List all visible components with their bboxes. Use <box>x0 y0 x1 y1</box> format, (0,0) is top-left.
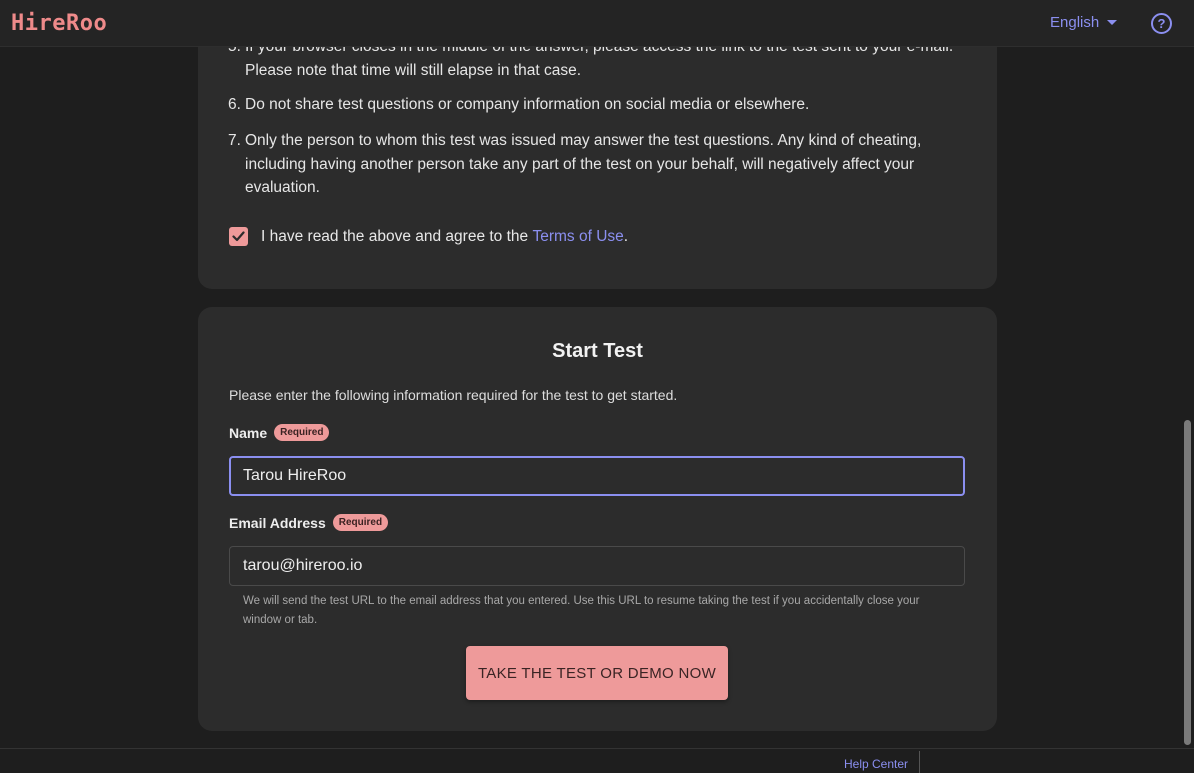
start-test-description: Please enter the following information required for the test to get started. <box>229 387 678 403</box>
terms-of-use-link[interactable]: Terms of Use <box>532 227 624 245</box>
email-label <box>229 514 388 531</box>
checkmark-icon <box>232 231 245 242</box>
rule-text: Please note that time will still elapse in that case. <box>245 61 582 79</box>
take-test-button[interactable]: TAKE THE TEST OR DEMO NOW <box>466 646 728 700</box>
help-center-link[interactable]: Help Center <box>844 757 909 771</box>
email-input[interactable] <box>229 546 965 586</box>
help-symbol: ? <box>1157 16 1166 31</box>
name-input[interactable] <box>229 456 965 496</box>
required-badge: Required <box>333 514 388 531</box>
scrollbar-thumb[interactable] <box>1184 420 1191 745</box>
language-label: English <box>1050 14 1100 31</box>
terms-agreement <box>229 227 628 246</box>
rule-text: Do not share test questions or company information on social media or elsewhere. <box>245 96 810 113</box>
logo-text: HireRoo <box>11 11 108 36</box>
email-helper-text: We will send the test URL to the email address that you entered. Use this URL to resume taking the test if you accidentally close your window or tab. <box>243 595 920 626</box>
language-selector[interactable] <box>1050 14 1117 31</box>
name-label <box>229 424 329 441</box>
rule-number: 6. <box>228 96 241 113</box>
rule-item-6 <box>228 93 968 117</box>
start-test-title: Start Test <box>552 340 643 362</box>
footer <box>0 748 1194 773</box>
help-circle-icon[interactable] <box>1151 13 1172 34</box>
rule-number: 7. <box>228 132 241 149</box>
chevron-down-icon <box>1107 20 1117 25</box>
footer-divider <box>919 751 920 773</box>
top-bar <box>0 0 1194 47</box>
required-badge: Required <box>274 424 329 441</box>
agree-text: I have read the above and agree to the <box>261 227 533 245</box>
name-label-text: Name <box>229 424 268 441</box>
rule-item-7 <box>228 129 968 200</box>
email-label-text: Email Address <box>229 514 326 531</box>
agree-checkbox[interactable] <box>229 227 248 246</box>
agree-suffix: . <box>623 227 629 245</box>
hireroo-logo[interactable] <box>11 11 107 36</box>
rule-text: Only the person to whom this test was issued may answer the test questions. Any kind of cheating, including having another person take any part of the test on your behalf, will negatively affect your evaluation. <box>245 132 922 196</box>
